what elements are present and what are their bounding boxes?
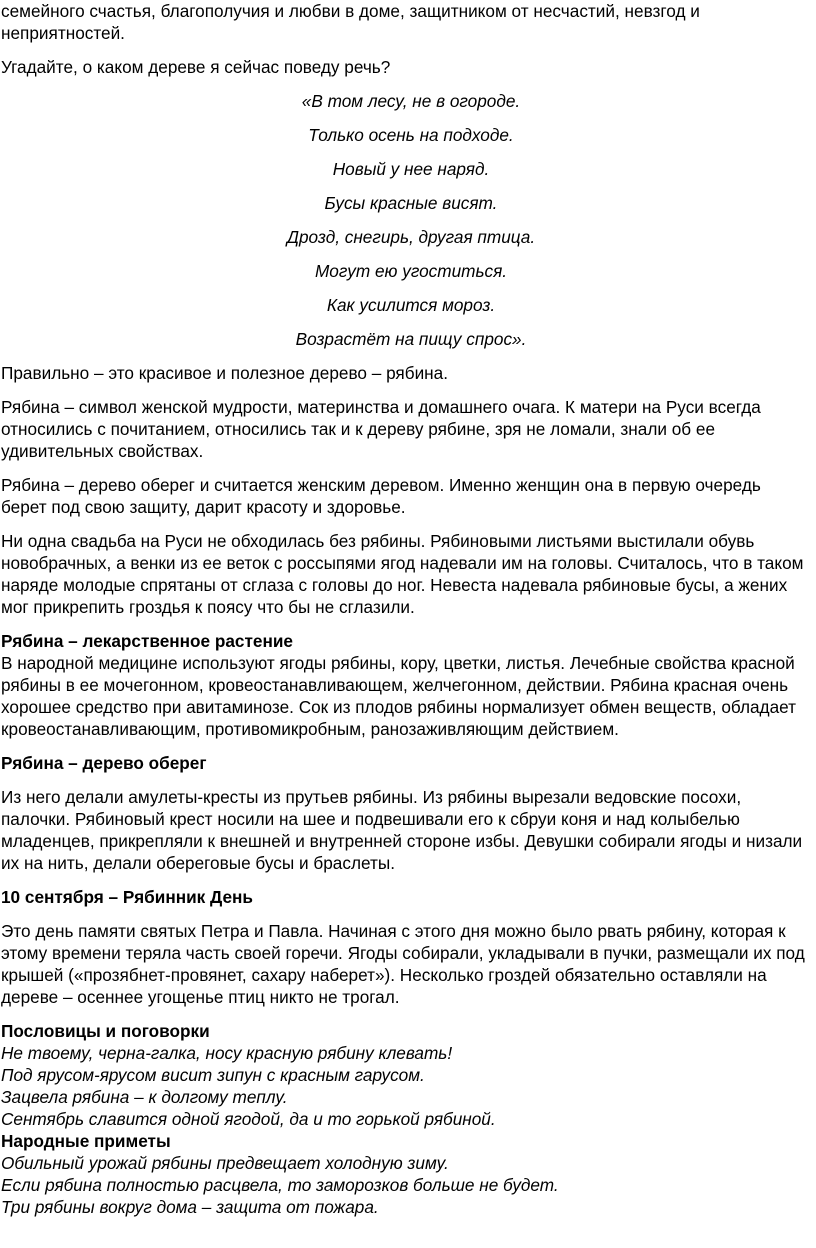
riddle-line: Новый у нее наряд. <box>332 159 490 179</box>
signs-heading: Народные приметы <box>1 1131 171 1151</box>
medicinal-section <box>1 630 807 740</box>
rowan-day-heading: 10 сентября – Рябинник День <box>1 887 253 907</box>
rowan-day-section <box>1 886 807 1008</box>
proverbs-section <box>1 1020 807 1130</box>
amulet-heading: Рябина – дерево оберег <box>1 753 207 773</box>
symbol-paragraph: Рябина – символ женской мудрости, материнства и домашнего очага. К матери на Руси всегда относились с почитанием, относились так и к дереву рябине, зря не ломали, знали об ее удивительных свойствах. <box>1 397 761 461</box>
sign-item: Если рябина полностью расцвела, то заморозков больше не будет. <box>1 1175 559 1195</box>
medicinal-heading: Рябина – лекарственное растение <box>1 631 293 651</box>
proverb-item: Под ярусом-ярусом висит зипун с красным гарусом. <box>1 1065 425 1085</box>
riddle-line: Бусы красные висят. <box>324 193 498 213</box>
riddle-line: Только осень на подходе. <box>308 125 514 145</box>
amulet-text: Из него делали амулеты-кресты из прутьев рябины. Из рябины вырезали ведовские посохи, палочки. Рябиновый крест носили на шее и подвешивали его к сбруи коня и над колыбелью младенцев, прикрепляли к внешней и внутренней стороне избы. Девушки собирали ягоды и низали их на нить, делали обереговые бусы и браслеты. <box>1 787 803 873</box>
riddle-line: «В том лесу, не в огороде. <box>301 91 521 111</box>
signs-section <box>1 1130 807 1218</box>
riddle-line: Возрастёт на пищу спрос». <box>295 329 527 349</box>
proverbs-heading: Пословицы и поговорки <box>1 1021 210 1041</box>
riddle-line: Могут ею угоститься. <box>314 261 508 281</box>
protector-paragraph: Рябина – дерево оберег и считается женским деревом. Именно женщин она в первую очередь берет под свою защиту, дарит красоту и здоровье. <box>1 475 761 517</box>
proverb-item: Зацвела рябина – к долгому теплу. <box>1 1087 288 1107</box>
riddle-line: Дрозд, снегирь, другая птица. <box>286 227 536 247</box>
intro-continuation: семейного счастья, благополучия и любви в доме, защитником от несчастий, невзгод и неприятностей. <box>1 1 700 43</box>
rowan-day-text: Это день памяти святых Петра и Павла. Начиная с этого дня можно было рвать рябину, которая к этому времени теряла часть своей горечи. Ягоды собирали, укладывали в пучки, размещали их под крышей («прозябнет-провянет, сахару наберет»). Несколько гроздей обязательно оставляли на дереве – осеннее угощенье птиц никто не трогал. <box>1 921 805 1007</box>
riddle-poem <box>1 90 807 350</box>
medicinal-text: В народной медицине используют ягоды рябины, кору, цветки, листья. Лечебные свойства красной рябины в ее мочегонном, кровеостанавливающем, желчегонном, действии. Рябина красная очень хорошее средство при авитаминозе. Сок из плодов рябины нормализует обмен веществ, обладает кровеостанавливающим, противомикробным, ранозаживляющим действием. <box>1 653 796 739</box>
intro-question: Угадайте, о каком дереве я сейчас поведу речь? <box>1 57 391 77</box>
sign-item: Обильный урожай рябины предвещает холодную зиму. <box>1 1153 449 1173</box>
riddle-line: Как усилится мороз. <box>326 295 496 315</box>
sign-item: Три рябины вокруг дома – защита от пожара. <box>1 1197 379 1217</box>
amulet-section <box>1 752 807 874</box>
wedding-paragraph: Ни одна свадьба на Руси не обходилась без рябины. Рябиновыми листьями выстилали обувь новобрачных, а венки из ее веток с россыпями ягод надевали им на головы. Считалось, что в таком наряде молодые спрятаны от сглаза с головы до ног. Невеста надевала рябиновые бусы, а жених мог прикрепить гроздья к поясу что бы не сглазили. <box>1 531 804 617</box>
proverb-item: Сентябрь славится одной ягодой, да и то горькой рябиной. <box>1 1109 496 1129</box>
answer-paragraph: Правильно – это красивое и полезное дерево – рябина. <box>1 363 449 383</box>
proverb-item: Не твоему, черна-галка, носу красную рябину клевать! <box>1 1043 453 1063</box>
